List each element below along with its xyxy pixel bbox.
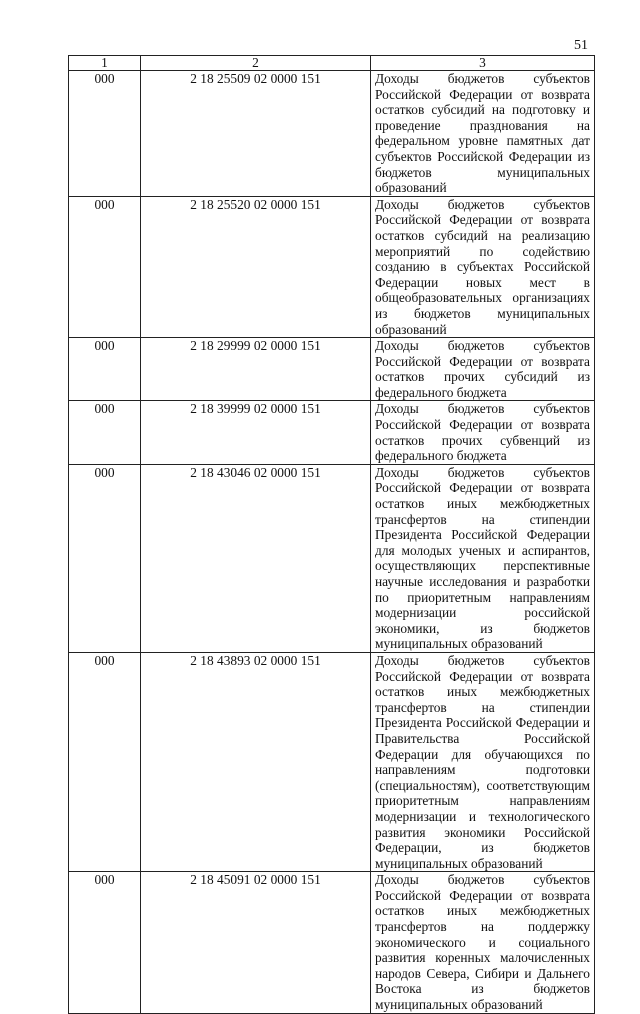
column-header-3: 3 <box>371 56 595 71</box>
budget-code-cell: 2 18 25520 02 0000 151 <box>141 196 371 337</box>
table-row <box>69 401 595 464</box>
page-number: 51 <box>574 38 588 53</box>
budget-code-cell: 2 18 43893 02 0000 151 <box>141 652 371 871</box>
column-header-1: 1 <box>69 56 141 71</box>
budget-code-cell: 2 18 39999 02 0000 151 <box>141 401 371 464</box>
admin-code-cell: 000 <box>69 196 141 337</box>
admin-code-cell: 000 <box>69 872 141 1013</box>
table-row <box>69 872 595 1013</box>
table-row <box>69 196 595 337</box>
table-row <box>69 71 595 197</box>
budget-code-cell: 2 18 25509 02 0000 151 <box>141 71 371 197</box>
admin-code-cell: 000 <box>69 338 141 401</box>
revenue-description-cell: Доходы бюджетов субъектов Российской Федерации от возврата остатков прочих субвенций из федерального бюджета <box>371 401 595 464</box>
budget-code-cell: 2 18 43046 02 0000 151 <box>141 464 371 652</box>
admin-code-cell: 000 <box>69 652 141 871</box>
revenue-description-cell: Доходы бюджетов субъектов Российской Федерации от возврата остатков субсидий на реализацию мероприятий по содействию созданию в субъектах Российской Федерации новых мест в общеобразовательных организациях из бюджетов муниципальных образований <box>371 196 595 337</box>
table-row <box>69 652 595 871</box>
column-header-2: 2 <box>141 56 371 71</box>
budget-code-cell: 2 18 45091 02 0000 151 <box>141 872 371 1013</box>
revenue-description-cell: Доходы бюджетов субъектов Российской Федерации от возврата остатков иных межбюджетных трансфертов на стипендии Президента Российской Федерации и Правительства Российской Федерации для обучающихся по направлениям подготовки (специальностям), соответствующим приоритетным направлениям модернизации и технологического развития экономики Российской Федерации, из бюджетов муниципальных образований <box>371 652 595 871</box>
revenue-description-cell: Доходы бюджетов субъектов Российской Федерации от возврата остатков иных межбюджетных трансфертов на стипендии Президента Российской Федерации для молодых ученых и аспирантов, осуществляющих перспективные научные исследования и разработки по приоритетным направлениям модернизации российской экономики, из бюджетов муниципальных образований <box>371 464 595 652</box>
admin-code-cell: 000 <box>69 401 141 464</box>
admin-code-cell: 000 <box>69 464 141 652</box>
table-header-row <box>69 56 595 71</box>
revenue-description-cell: Доходы бюджетов субъектов Российской Федерации от возврата остатков субсидий на подготовку и проведение празднования на федеральном уровне памятных дат субъектов Российской Федерации из бюджетов муниципальных образований <box>371 71 595 197</box>
admin-code-cell: 000 <box>69 71 141 197</box>
revenue-description-cell: Доходы бюджетов субъектов Российской Федерации от возврата остатков иных межбюджетных трансфертов на поддержку экономического и социального развития коренных малочисленных народов Севера, Сибири и Дальнего Востока из бюджетов муниципальных образований <box>371 872 595 1013</box>
budget-revenue-table <box>68 55 595 1014</box>
budget-code-cell: 2 18 29999 02 0000 151 <box>141 338 371 401</box>
table-row <box>69 338 595 401</box>
revenue-description-cell: Доходы бюджетов субъектов Российской Федерации от возврата остатков прочих субсидий из федерального бюджета <box>371 338 595 401</box>
table-row <box>69 464 595 652</box>
